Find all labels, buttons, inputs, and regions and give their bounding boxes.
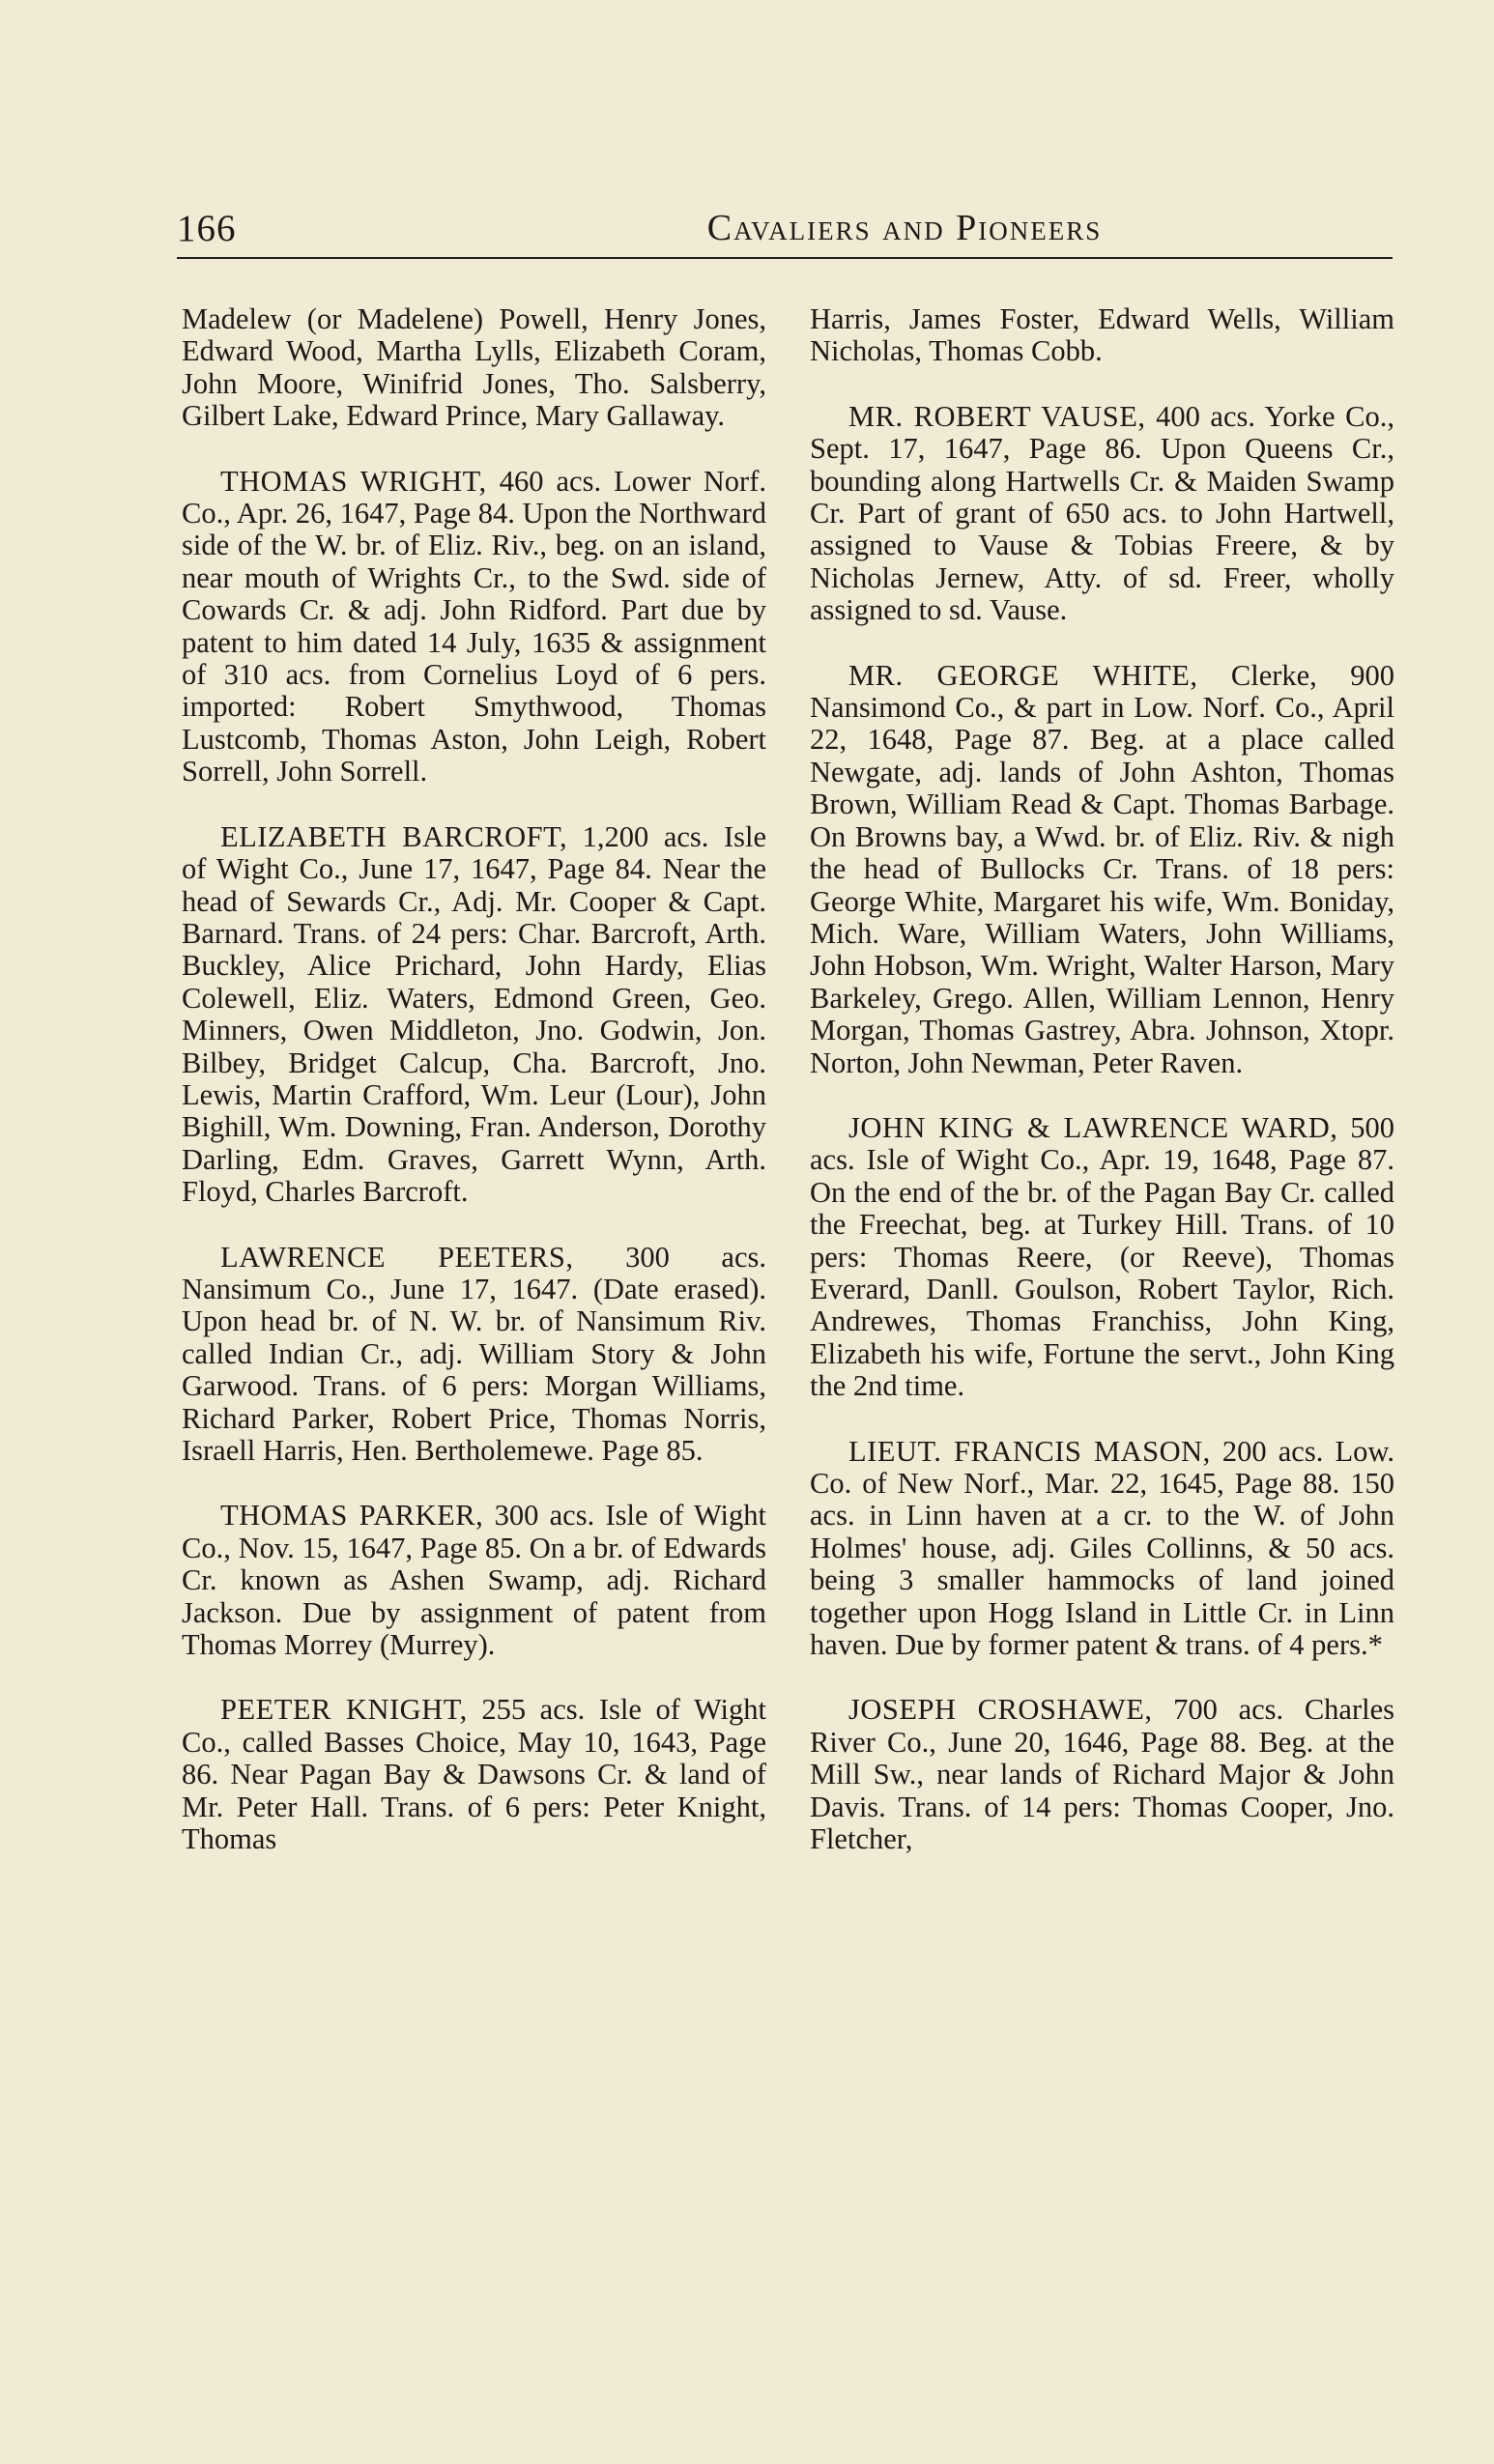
page-number: 166 [177, 208, 237, 249]
entry-lawrence-peeters [182, 1242, 766, 1468]
entry-continuation: Madelew (or Madelene) Powell, Henry Jones, Edward Wood, Martha Lylls, Elizabeth Coram, John Moore, Winifrid Jones, Tho. Salsberry, Gilbert Lake, Edward Prince, Mary Gallaway. [182, 302, 766, 433]
entry-heading: THOMAS WRIGHT, [220, 464, 487, 498]
entry-robert-vause [810, 401, 1394, 627]
entry-peeter-knight [182, 1694, 766, 1855]
header-rule [177, 257, 1393, 259]
entry-body: 460 acs. Lower Norf. Co., Apr. 26, 1647, Page 84. Upon the Northward side of the W. br. of Eliz. Riv., beg. on an island, near mouth of Wrights Cr., to the Swd. side of Cowards Cr. & adj. John Ridford. Part due by patent to him dated 14 July, 1635 & assignment of 310 acs. from Cornelius Loyd of 6 pers. imported: Robert Smythwood, Thomas Lustcomb, Thomas Aston, John Leigh, Robert Sorrell, John Sorrell. [182, 464, 767, 788]
entry-heading: LAWRENCE PEETERS, [220, 1240, 574, 1274]
entry-john-king-lawrence-ward [810, 1112, 1394, 1403]
left-column [182, 303, 766, 1888]
entry-joseph-croshawe [810, 1694, 1394, 1855]
entry-thomas-wright [182, 466, 766, 788]
right-column [810, 303, 1394, 1888]
entry-body: 200 acs. Low. Co. of New Norf., Mar. 22, 1645, Page 88. 150 acs. in Linn haven at a cr. to the W. of John Holmes' house, adj. Giles Collinns, & 50 acs. being 3 smaller hammocks of land joined together upon Hogg Island in Little Cr. in Linn haven. Due by former patent & trans. of 4 pers.* [810, 1434, 1394, 1662]
entry-heading: JOHN KING & LAWRENCE WARD, [848, 1110, 1338, 1144]
entry-continuation: Harris, James Foster, Edward Wells, William Nicholas, Thomas Cobb. [810, 302, 1394, 368]
entry-body: 400 acs. Yorke Co., Sept. 17, 1647, Page 86. Upon Queens Cr., bounding along Hartwells Cr. & Maiden Swamp Cr. Part of grant of 650 acs. to John Hartwell, assigned to Vause & Tobias Freere, & by Nicholas Jernew, Atty. of sd. Freer, wholly assigned to sd. Vause. [810, 399, 1394, 627]
entry-francis-mason [810, 1436, 1394, 1662]
entry-body: 300 acs. Nansimum Co., June 17, 1647. (Date erased). Upon head br. of N. W. br. of Nansimum Riv. called Indian Cr., adj. William Story & John Garwood. Trans. of 6 pers: Morgan Williams, Richard Parker, Robert Price, Thomas Norris, Israell Harris, Hen. Bertholemewe. Page 85. [182, 1240, 766, 1467]
entry-body: 255 acs. Isle of Wight Co., called Basses Choice, May 10, 1643, Page 86. Near Pagan Bay & Dawsons Cr. & land of Mr. Peter Hall. Trans. of 6 pers: Peter Knight, Thomas [182, 1693, 766, 1856]
entry-heading: THOMAS PARKER, [220, 1499, 484, 1533]
entry-heading: MR. ROBERT VAUSE, [848, 399, 1146, 433]
page-header [177, 201, 1391, 249]
entry-heading: ELIZABETH BARCROFT, [220, 819, 568, 853]
entry-body: Clerke, 900 Nansimond Co., & part in Low. Norf. Co., April 22, 1648, Page 87. Beg. at a place called Newgate, adj. lands of John Ashton, Thomas Brown, William Read & Capt. Thomas Barbage. On Browns bay, a Wwd. br. of Eliz. Riv. & nigh the head of Bullocks Cr. Trans. of 18 pers: George White, Margaret his wife, Wm. Boniday, Mich. Ware, William Waters, John Williams, John Hobson, Wm. Wright, Walter Harson, Mary Barkeley, Grego. Allen, William Lennon, Henry Morgan, Thomas Gastrey, Abra. Johnson, Xtopr. Norton, John Newman, Peter Raven. [810, 658, 1394, 1079]
entry-body: 1,200 acs. Isle of Wight Co., June 17, 1647, Page 84. Near the head of Sewards Cr., Adj. Mr. Cooper & Capt. Barnard. Trans. of 24 pers: Char. Barcroft, Arth. Buckley, Alice Prichard, John Hardy, Elias Colewell, Eliz. Waters, Edmond Green, Geo. Minners, Owen Middleton, Jno. Godwin, Jon. Bilbey, Bridget Calcup, Cha. Barcroft, Jno. Lewis, Martin Crafford, Wm. Leur (Lour), John Bighill, Wm. Downing, Fran. Anderson, Dorothy Darling, Edm. Graves, Garrett Wynn, Arth. Floyd, Charles Barcroft. [182, 819, 767, 1209]
entry-body: 700 acs. Charles River Co., June 20, 1646, Page 88. Beg. at the Mill Sw., near lands of Richard Major & John Davis. Trans. of 14 pers: Thomas Cooper, Jno. Fletcher, [810, 1693, 1394, 1856]
entry-heading: PEETER KNIGHT, [220, 1693, 468, 1727]
entry-heading: MR. GEORGE WHITE, [848, 658, 1198, 692]
entry-heading: LIEUT. FRANCIS MASON, [848, 1434, 1211, 1468]
entry-elizabeth-barcroft [182, 821, 766, 1209]
entry-body: 300 acs. Isle of Wight Co., Nov. 15, 1647, Page 85. On a br. of Edwards Cr. known as Ashen Swamp, adj. Richard Jackson. Due by assignment of patent from Thomas Morrey (Murrey). [182, 1499, 767, 1662]
entry-heading: JOSEPH CROSHAWE, [848, 1693, 1153, 1727]
entry-thomas-parker [182, 1500, 766, 1661]
entry-george-white [810, 660, 1394, 1079]
running-title: Cavaliers and Pioneers [706, 208, 1103, 248]
entry-body: 500 acs. Isle of Wight Co., Apr. 19, 1648, Page 87. On the end of the br. of the Pagan Bay Cr. called the Freechat, beg. at Turkey Hill. Trans. of 10 pers: Thomas Reere, (or Reeve), Thomas Everard, Danll. Goulson, Robert Taylor, Rich. Andrewes, Thomas Franchiss, John King, Elizabeth his wife, Fortune the servt., John King the 2nd time. [810, 1110, 1395, 1403]
